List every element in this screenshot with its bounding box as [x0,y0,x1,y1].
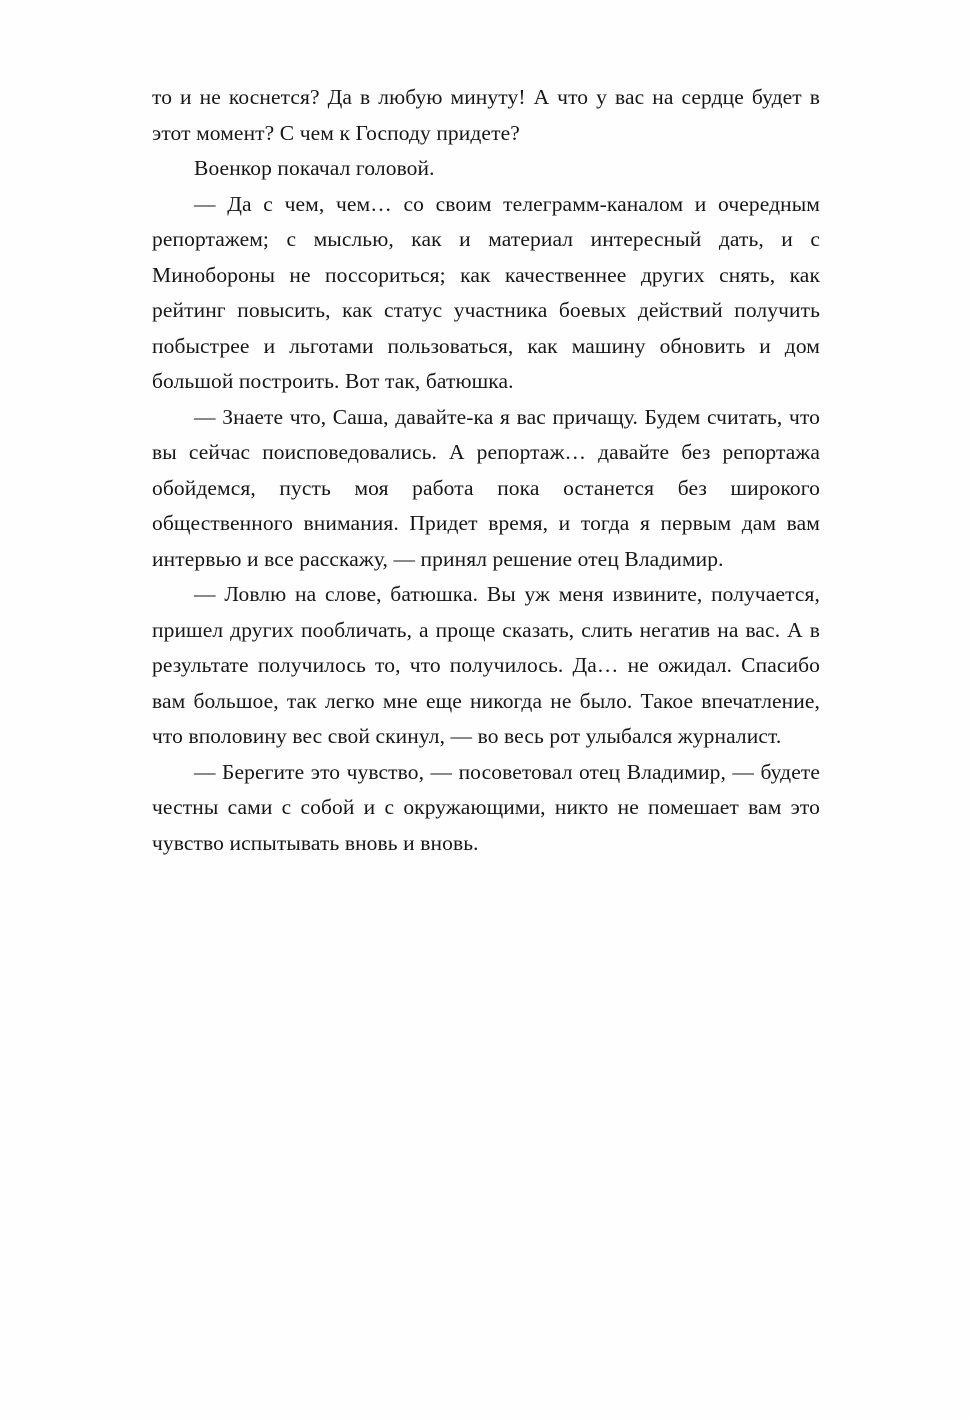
paragraph: Военкор покачал головой. [194,156,435,180]
paragraph: — Да с чем, чем… со своим телеграмм-каналом и очередным репортажем; с мыслью, как и материал интересный дать, и с Минобороны не поссориться; как качественнее других снять, как рейтинг повысить, как статус участника боевых действий получить побыстрее и льготами пользоваться, как машину обновить и дом большой построить. Вот так, батюшка. [152,191,820,393]
text-column [152,80,820,861]
paragraph: — Берегите это чувство, — посоветовал отец Владимир, — будете честны сами с собой и с окружающими, никто не помешает вам это чувство испытывать вновь и вновь. [152,759,820,855]
paragraph: — Знаете что, Саша, давайте-ка я вас причащу. Будем считать, что вы сейчас поисповедовались. А репортаж… давайте без репортажа обойдемся, пусть моя работа пока останется без широкого общественного внимания. Придет время, и тогда я первым дам вам интервью и все расскажу, — принял решение отец Владимир. [152,404,820,571]
paragraph: то и не коснется? Да в любую минуту! А что у вас на сердце будет в этот момент? С чем к Господу придете? [152,85,820,145]
paragraph: — Ловлю на слове, батюшка. Вы уж меня извините, получается, пришел других пообличать, а проще сказать, слить негатив на вас. А в результате получилось то, что получилось. Да… не ожидал. Спасибо вам большое, так легко мне еще никогда не было. Такое впечатление, что вполовину вес свой скинул, — во весь рот улыбался журналист. [152,582,820,748]
